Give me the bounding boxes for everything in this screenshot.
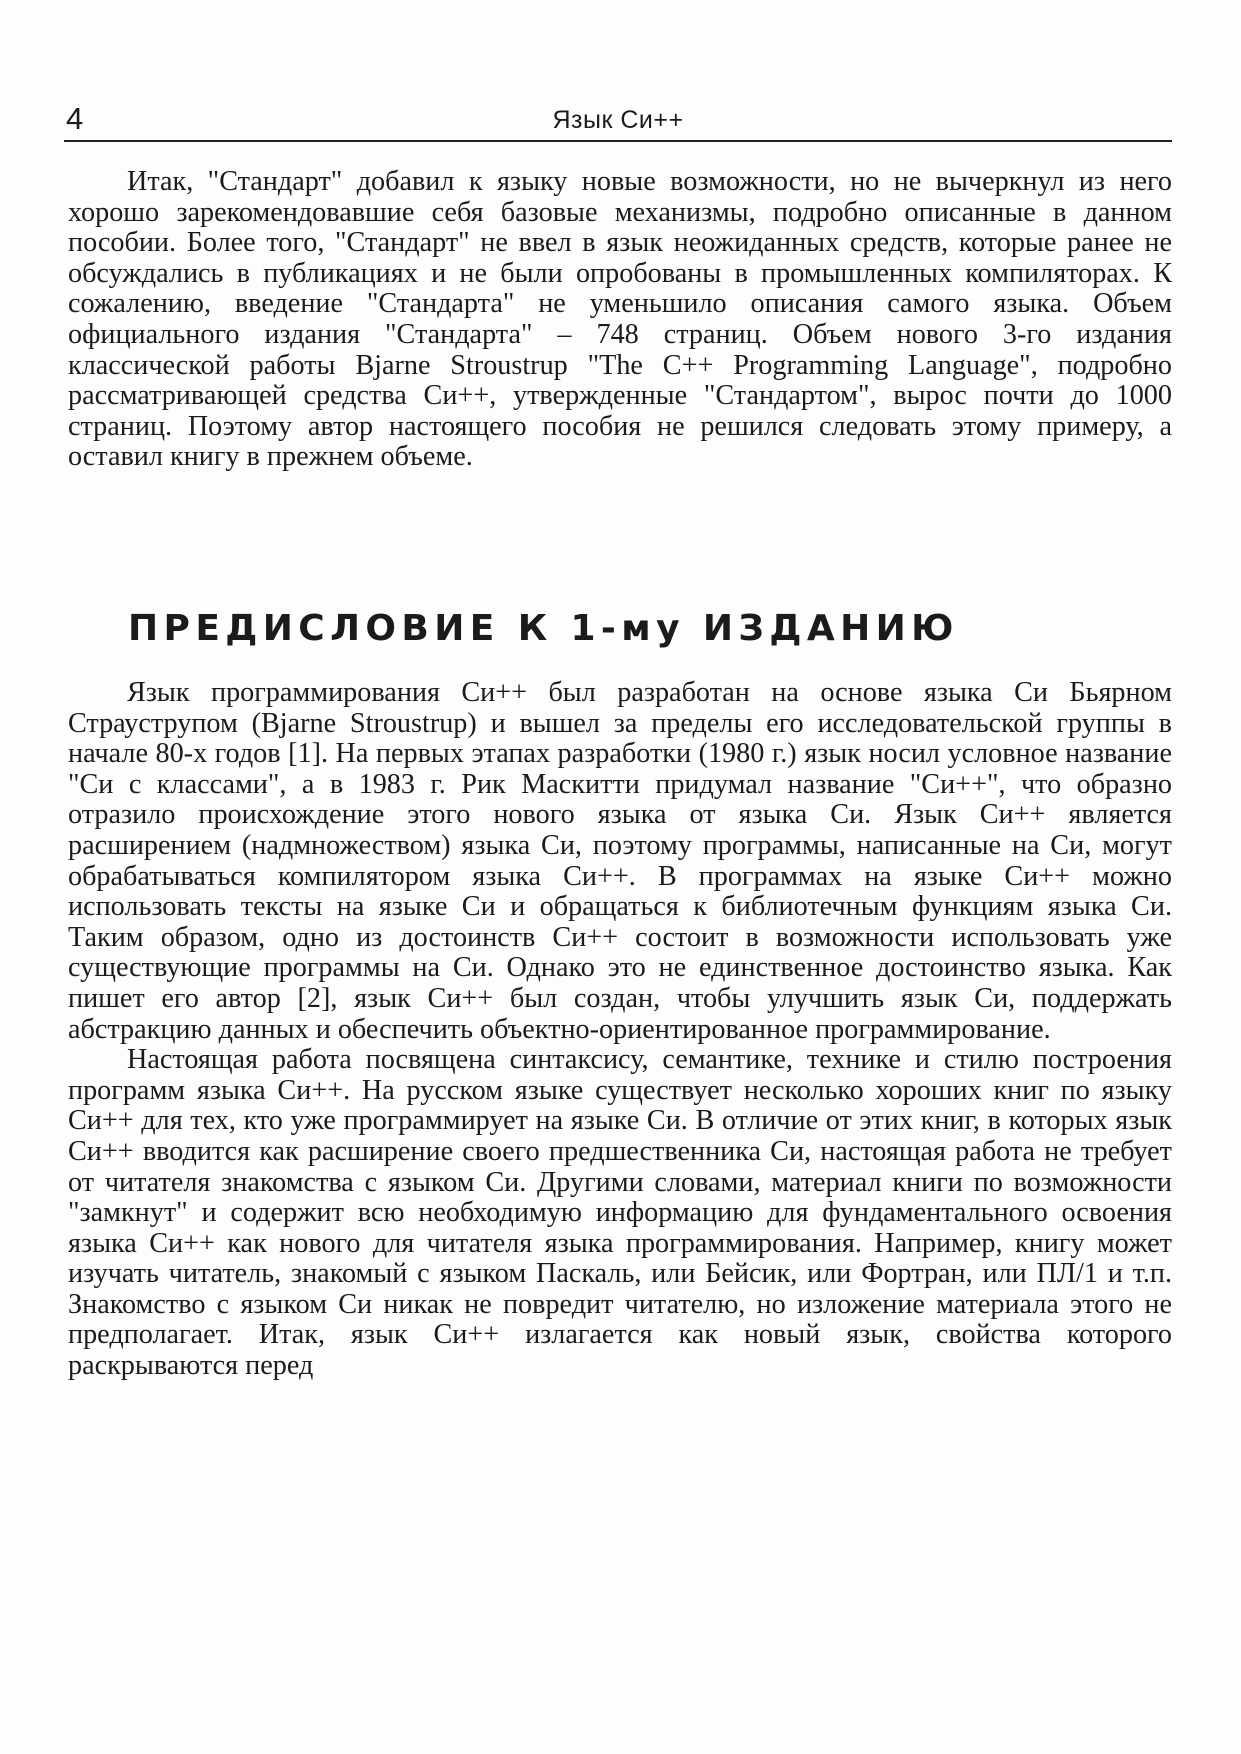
section-text-block (68, 678, 1172, 1382)
running-title: Язык Си++ (552, 106, 684, 134)
intro-text-block (68, 167, 1172, 473)
section-heading: ПРЕДИСЛОВИЕ К 1-му ИЗДАНИЮ (128, 608, 959, 649)
intro-paragraph: Итак, "Стандарт" добавил к языку новые возможности, но не вычеркнул из него хорошо зарекомендовавшие себя базовые механизмы, подробно описанные в данном пособии. Более того, "Стандарт" не ввел в язык неожиданных средств, которые ранее не обсуждались в публикациях и не были опробованы в промышленных компиляторах. К сожалению, введение "Стандарта" не уменьшило описания самого языка. Объем официального издания "Стандарта" – 748 страниц. Объем нового 3-го издания классической работы Bjarne Stroustrup "The C++ Programming Language", подробно рассматривающей средства Си++, утвержденные "Стандартом", вырос почти до 1000 страниц. Поэтому автор настоящего пособия не решился следовать этому примеру, а оставил книгу в прежнем объеме. (68, 166, 1172, 473)
section-paragraph-1: Язык программирования Си++ был разработан на основе языка Си Бьярном Страуструпом (Bjarne Stroustrup) и вышел за пределы его исследовательской группы в начале 80-х годов [1]. На первых этапах разработки (1980 г.) язык носил условное название "Си с классами", а в 1983 г. Рик Маскитти придумал название "Си++", что образно отразило происхождение этого нового языка от языка Си. Язык Си++ является расширением (надмножеством) языка Си, поэтому программы, написанные на Си, могут обрабатываться компилятором языка Си++. В программах на языке Си++ можно использовать тексты на языке Си и обращаться к библиотечным функциям языка Си. Таким образом, одно из достоинств Си++ состоит в возможности использовать уже существующие программы на Си. Однако это не единственное достоинство языка. Как пишет его автор [2], язык Си++ был создан, чтобы улучшить язык Си, поддержать абстракцию данных и обеспечить объектно-ориентированное программирование. (68, 677, 1172, 1045)
page-number: 4 (66, 101, 84, 136)
section-paragraph-2: Настоящая работа посвящена синтаксису, семантике, технике и стилю построения программ языка Си++. На русском языке существует несколько хороших книг по языку Си++ для тех, кто уже программирует на языке Си. В отличие от этих книг, в которых язык Си++ вводится как расширение своего предшественника Си, настоящая работа не требует от читателя знакомства с языком Си. Другими словами, материал книги по возможности "замкнут" и содержит всю необходимую информацию для фундаментального освоения языка Си++ как нового для читателя языка программирования. Например, книгу может изучать читатель, знакомый с языком Паскаль, или Бейсик, или Фортран, или ПЛ/1 и т.п. Знакомство с языком Си никак не повредит читателю, но изложение материала этого не предполагает. Итак, язык Си++ излагается как новый язык, свойства которого раскрываются перед (68, 1044, 1172, 1382)
running-header (64, 100, 1172, 142)
